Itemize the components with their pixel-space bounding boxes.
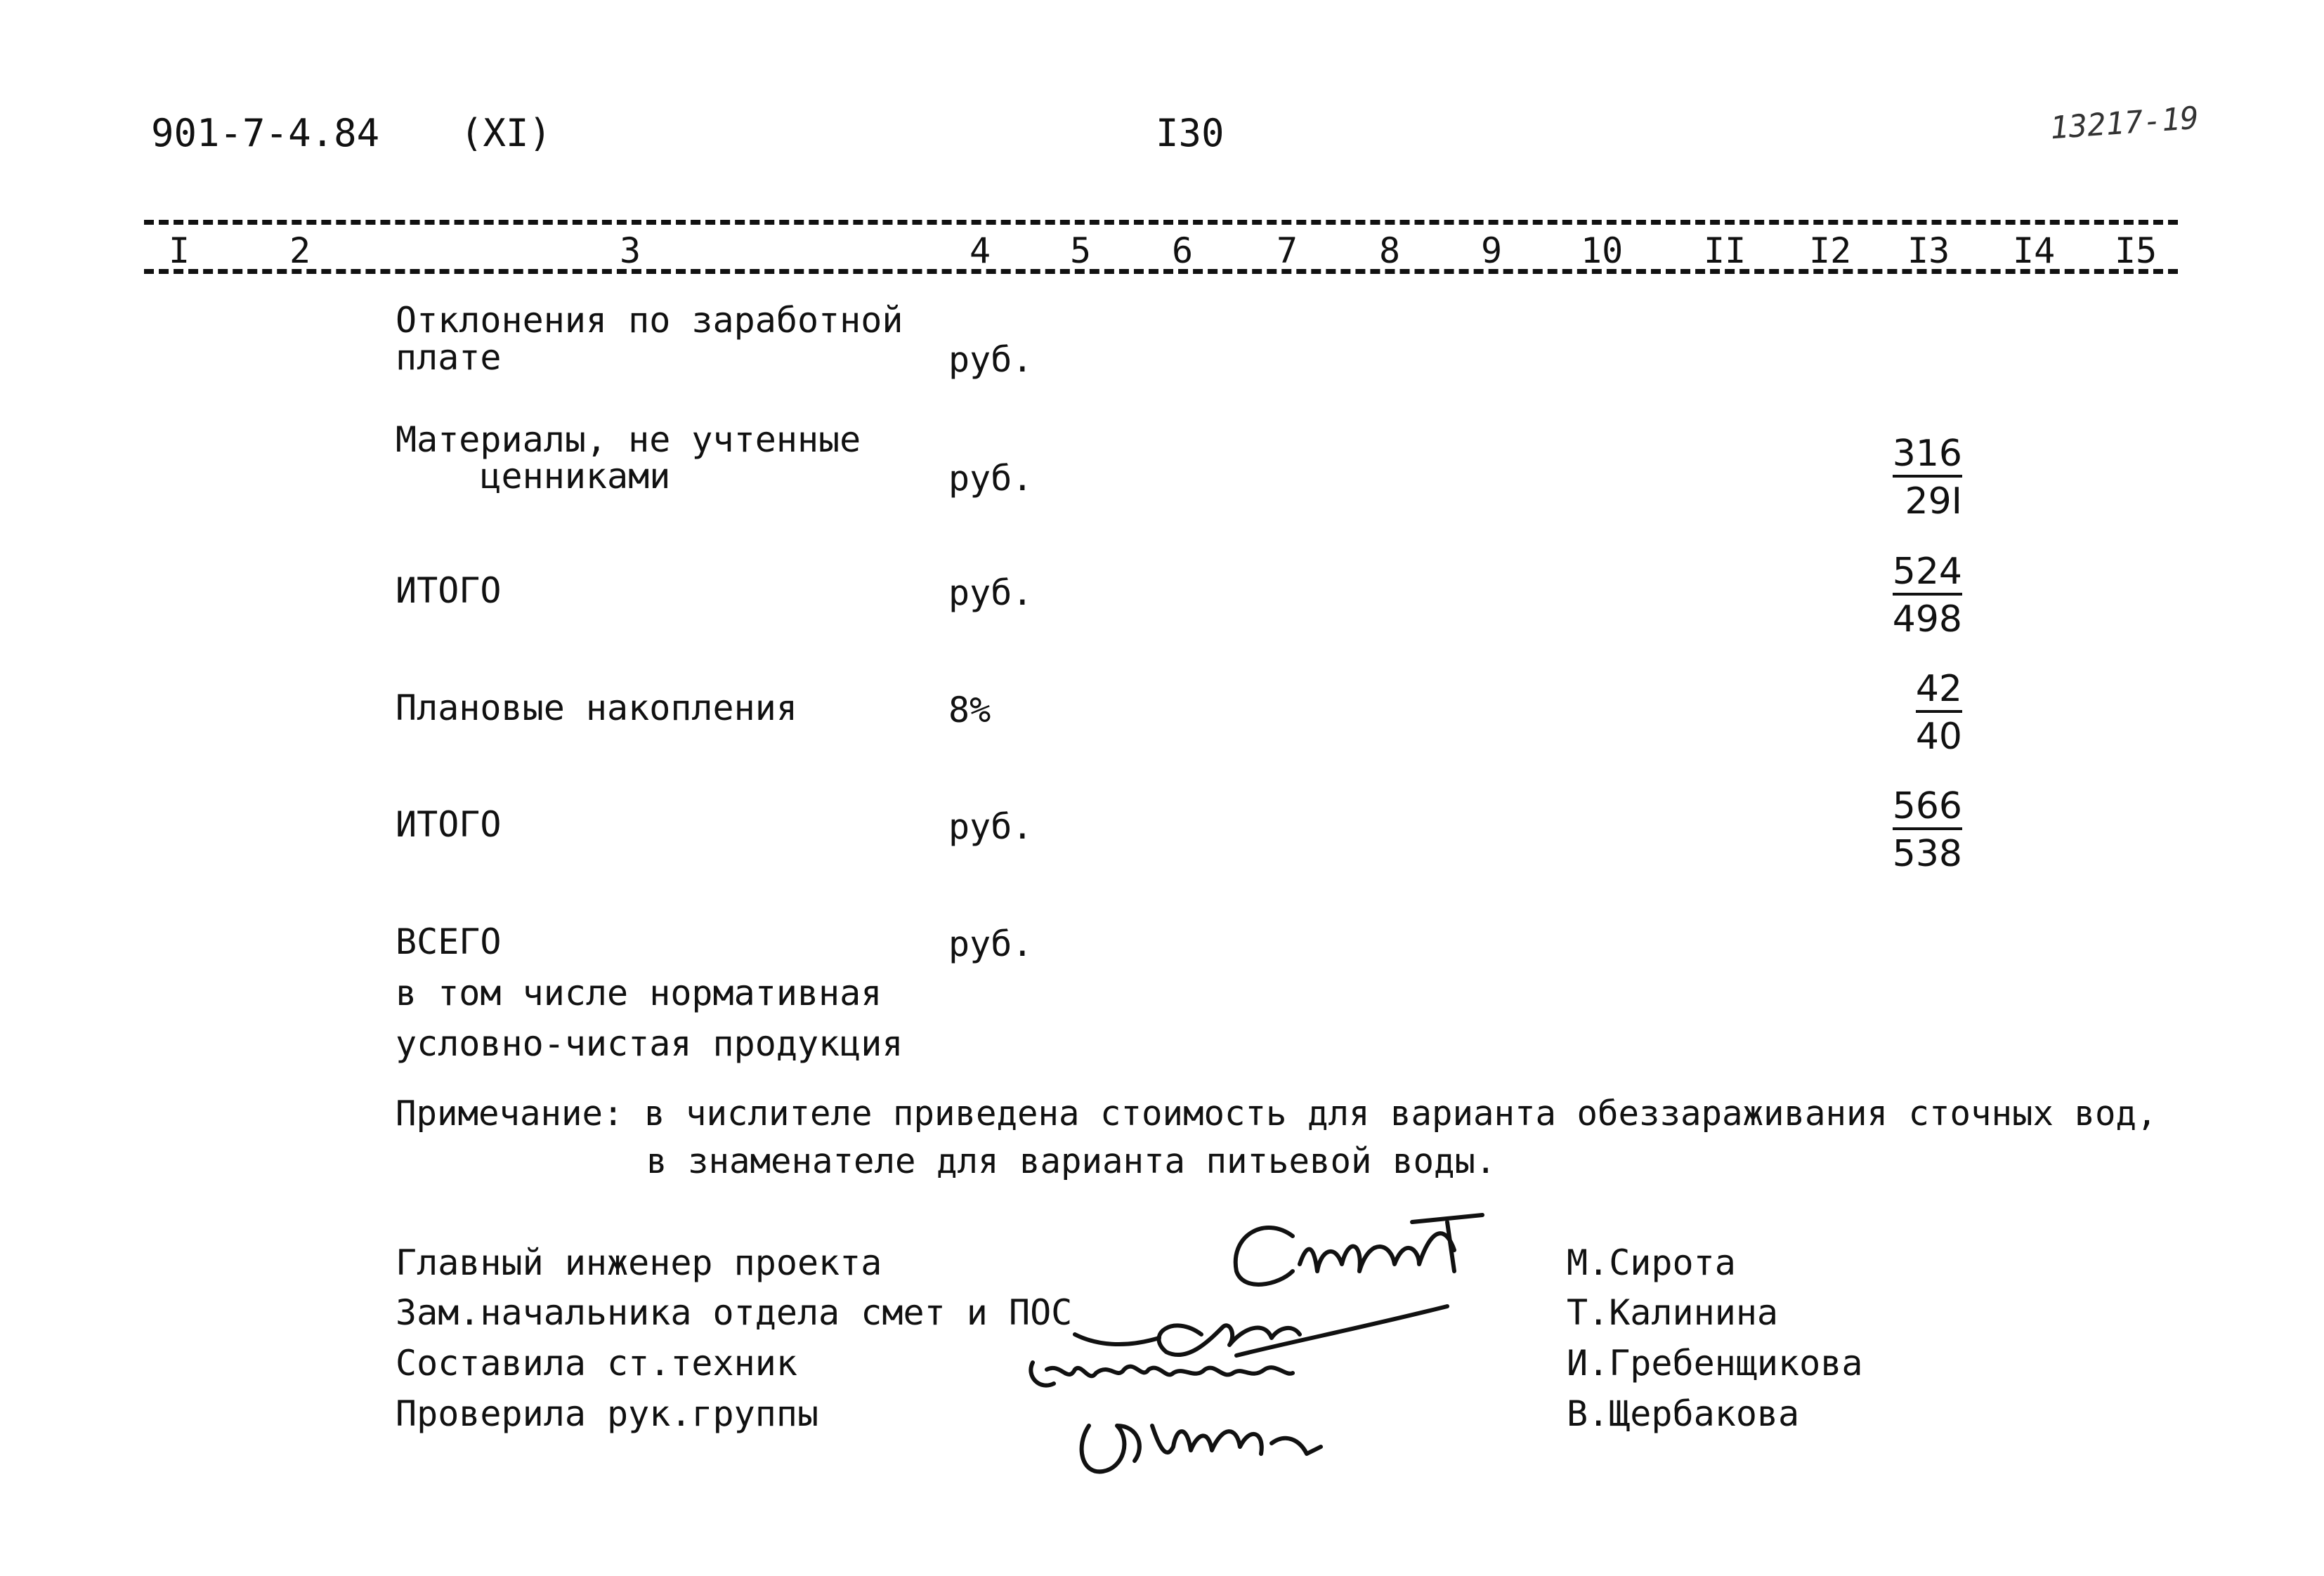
signature-name: В.Щербакова bbox=[1567, 1393, 1800, 1434]
signature-grebenshchikova bbox=[1031, 1334, 1293, 1386]
column-number: 10 bbox=[1581, 230, 1624, 271]
row-unit: руб. bbox=[948, 806, 1033, 847]
denominator-value: 538 bbox=[1892, 833, 1962, 875]
column-number: I2 bbox=[1809, 230, 1852, 271]
column-number: I4 bbox=[2013, 230, 2056, 271]
row-label: Материалы, не учтенные bbox=[396, 419, 861, 460]
column-number: 7 bbox=[1277, 230, 1298, 271]
column-number: 2 bbox=[289, 230, 311, 271]
column-number: 3 bbox=[620, 230, 641, 271]
row-label: Отклонения по заработной bbox=[396, 300, 903, 341]
column-number: 5 bbox=[1070, 230, 1092, 271]
column-number: I3 bbox=[1907, 230, 1950, 271]
value-fraction bbox=[1892, 551, 1962, 641]
signature-role: Составила ст.техник bbox=[396, 1343, 797, 1384]
column-number: 4 bbox=[970, 230, 991, 271]
numerator-value: 524 bbox=[1893, 553, 1962, 596]
column-number: I bbox=[169, 230, 190, 271]
archive-number: 13217-19 bbox=[2049, 100, 2200, 147]
column-number: I5 bbox=[2115, 230, 2157, 271]
numerator-value: 42 bbox=[1916, 671, 1962, 713]
doc-part: (XI) bbox=[460, 111, 552, 155]
signature-sirota bbox=[1236, 1215, 1482, 1285]
column-number: 9 bbox=[1481, 230, 1503, 271]
handwritten-signatures bbox=[998, 1194, 1560, 1489]
signature-name: М.Сирота bbox=[1567, 1242, 1736, 1283]
denominator-value: 498 bbox=[1892, 598, 1962, 641]
signature-shcherbakova bbox=[1082, 1426, 1321, 1471]
column-number: 6 bbox=[1172, 230, 1194, 271]
value-fraction bbox=[1915, 668, 1962, 758]
denominator-value: 29I bbox=[1905, 480, 1962, 523]
row-unit: руб. bbox=[948, 339, 1033, 380]
signature-name: И.Гребенщикова bbox=[1567, 1343, 1863, 1384]
extra-line: в том числе нормативная bbox=[396, 973, 882, 1013]
signature-role: Зам.начальника отдела смет и ПОС bbox=[396, 1292, 1073, 1333]
doc-code: 901-7-4.84 bbox=[151, 111, 380, 155]
row-unit: руб. bbox=[948, 458, 1033, 499]
denominator-value: 40 bbox=[1915, 716, 1962, 758]
row-label: ИТОГО bbox=[396, 570, 502, 611]
value-fraction bbox=[1892, 785, 1962, 875]
divider-bottom bbox=[144, 269, 2178, 274]
row-label: ценниками bbox=[396, 456, 671, 497]
row-label: Плановые накопления bbox=[396, 688, 797, 728]
signature-role: Главный инженер проекта bbox=[396, 1242, 882, 1283]
row-unit: руб. bbox=[948, 924, 1033, 964]
row-label: ИТОГО bbox=[396, 804, 502, 845]
column-number: II bbox=[1704, 230, 1747, 271]
signature-name: Т.Калинина bbox=[1567, 1292, 1779, 1333]
extra-line: условно-чистая продукция bbox=[396, 1023, 903, 1064]
row-unit: 8% bbox=[948, 690, 991, 730]
note-line-1: Примечание: в числителе приведена стоимость для варианта обеззараживания сточных вод, bbox=[396, 1094, 2157, 1134]
signature-role: Проверила рук.группы bbox=[396, 1393, 819, 1434]
value-fraction bbox=[1892, 433, 1962, 523]
page-number: I30 bbox=[1156, 111, 1225, 155]
column-number: 8 bbox=[1379, 230, 1401, 271]
row-unit: руб. bbox=[948, 572, 1033, 613]
numerator-value: 316 bbox=[1893, 435, 1962, 478]
note-line-2: в знаменателе для варианта питьевой воды. bbox=[646, 1141, 1496, 1181]
signature-kalinina bbox=[1159, 1306, 1447, 1355]
row-label: ВСЕГО bbox=[396, 921, 502, 962]
row-label: плате bbox=[396, 337, 502, 378]
numerator-value: 566 bbox=[1893, 788, 1962, 830]
divider-top bbox=[144, 220, 2178, 225]
